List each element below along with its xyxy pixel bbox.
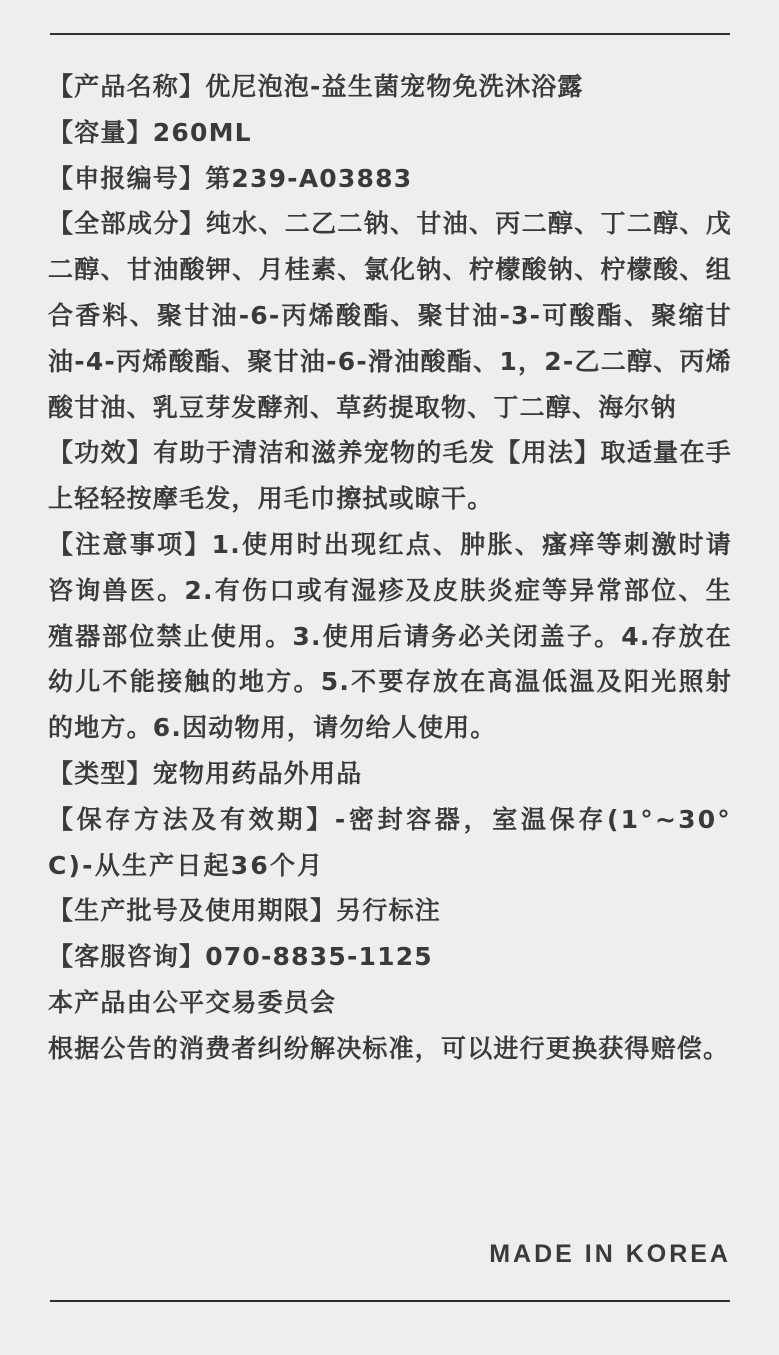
compensation-paragraph: 根据公告的消费者纠纷解决标准，可以进行更换获得赔偿。 <box>48 1033 730 1063</box>
registration-number-line: 【申报编号】第239-A03883 <box>48 163 413 193</box>
ingredients-paragraph: 【全部成分】纯水、二乙二钠、甘油、丙二醇、丁二醇、戊二醇、甘油酸钾、月桂素、氯化钠、柠檬酸钠、柠檬酸、组合香料、聚甘油-6-丙烯酸酯、聚甘油-3-可酸酯、聚缩甘油-4-丙烯酸酯、聚甘油-6-滑油酸酯、1，2-乙二醇、丙烯酸甘油、乳豆芽发酵剂、草药提取物、丁二醇、海尔钠 <box>48 209 732 422</box>
precautions-paragraph: 【注意事项】1.使用时出现红点、肿胀、瘙痒等刺激时请咨询兽医。2.有伤口或有湿疹及皮肤炎症等异常部位、生殖器部位禁止使用。3.使用后请务必关闭盖子。4.存放在幼儿不能接触的地方。5.不要存放在高温低温及阳光照射的地方。6.因动物用，请勿给人使用。 <box>48 529 732 743</box>
product-name-line: 【产品名称】优尼泡泡-益生菌宠物免洗沐浴露 <box>48 72 584 101</box>
ftc-line: 本产品由公平交易委员会 <box>48 987 337 1017</box>
storage-paragraph: 【保存方法及有效期】-密封容器，室温保存(1°~30°C)-从生产日起36个月 <box>48 804 732 880</box>
capacity-line: 【容量】260ML <box>48 117 252 147</box>
customer-service-line: 【客服咨询】070-8835-1125 <box>48 942 433 972</box>
product-info-text <box>48 64 732 1072</box>
batch-expiry-line: 【生产批号及使用期限】另行标注 <box>48 896 442 926</box>
bottom-divider <box>50 1300 730 1302</box>
type-line: 【类型】宠物用药品外用品 <box>48 758 363 788</box>
made-in-korea-label: MADE IN KOREA <box>489 1240 731 1268</box>
top-divider <box>50 33 730 35</box>
efficacy-usage-paragraph: 【功效】有助于清洁和滋养宠物的毛发【用法】取适量在手上轻轻按摩毛发，用毛巾擦拭或晾干。 <box>48 438 732 514</box>
